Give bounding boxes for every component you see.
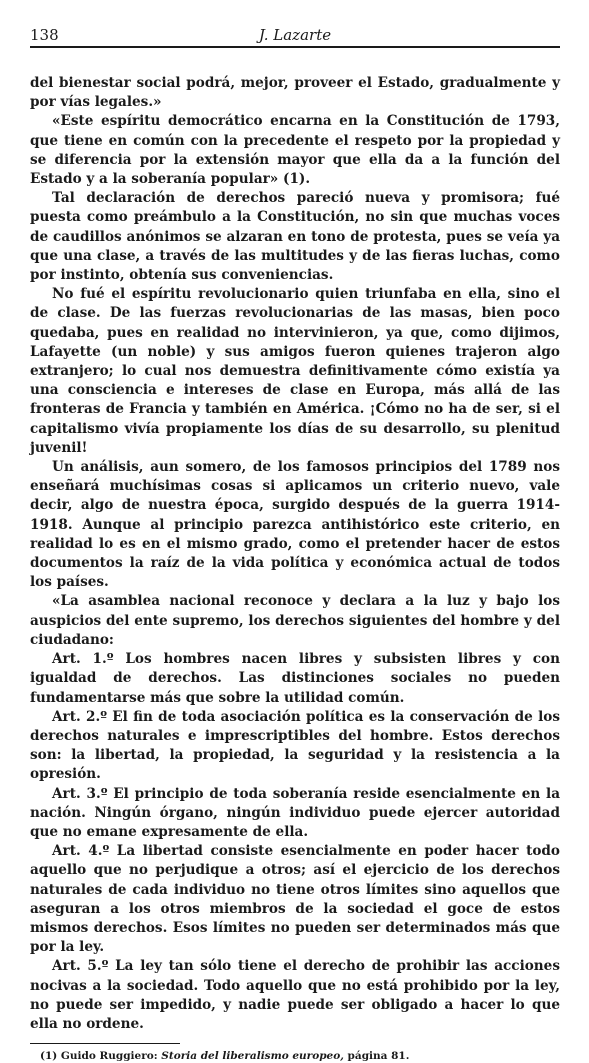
running-head: J. Lazarte: [258, 26, 332, 44]
footnote: [30, 1049, 560, 1063]
paragraph: «Este espíritu democrático encarna en la Constitución de 1793, que tiene en común con la precedente el respeto por la propiedad y se diferencia por la extensión mayor que ella da a la función del Estado y a la soberanía popular» (1).: [30, 113, 560, 188]
paragraph: Un análisis, aun somero, de los famosos principios del 1789 nos enseñará muchísimas cosas si aplicamos un criterio nuevo, vale decir, algo de nuestra época, surgido después de la guerra 1914-1918. Aunque al principio parezca antihistórico este criterio, en realidad lo es en el mismo grado, como el pretender hacer de estos documentos la raíz de la vida política y económica actual de todos los países.: [30, 459, 560, 591]
article-paragraph: Art. 3.º El principio de toda soberanía reside esencialmente en la nación. Ningún órgano, ningún individuo puede ejercer autoridad que no emane expresamente de ella.: [30, 785, 560, 840]
page-header: [30, 20, 560, 48]
footnote-page: página 81.: [347, 1050, 410, 1063]
footnote-marker: (1): [40, 1050, 58, 1063]
paragraph: No fué el espíritu revolucionario quien triunfaba en ella, sino el de clase. De las fuerzas revolucionarias de las masas, bien poco quedaba, pues en realidad no intervinieron, ya que, como dijimos, Lafayette (un noble) y sus amigos fueron quienes trajeron algo extranjero; lo cual nos demuestra definitivamente cómo existía ya una consciencia e intereses de clase en Europa, más allá de las fronteras de Francia y también en América. ¡Cómo no ha de ser, si el capitalismo vivía propiamente los días de su desarrollo, su plenitud juvenil!: [30, 286, 560, 456]
footnote-title: Storia del liberalismo europeo,: [161, 1050, 344, 1063]
paragraph: Tal declaración de derechos pareció nueva y promisora; fué puesta como preámbulo a la Constitución, no sin que muchas voces de caudillos anónimos se alzaran en tono de protesta, pues se veía ya que una clase, a través de las multitudes y de las fieras luchas, como por instinto, obtenía sus conveniencias.: [30, 190, 560, 284]
article-paragraph: Art. 2.º El fin de toda asociación política es la conservación de los derechos naturales e imprescriptibles del hombre. Estos derechos son: la libertad, la propiedad, la seguridad y la resistencia a la opresión.: [30, 708, 560, 783]
footnote-author: Guido Ruggiero:: [60, 1050, 158, 1063]
article-paragraph: Art. 4.º La libertad consiste esencialmente en poder hacer todo aquello que no perjudique a otros; así el ejercicio de los derechos naturales de cada individuo no tiene otros límites sino aquellos que aseguran a los otros miembros de la sociedad el goce de estos mismos derechos. Esos límites no pueden ser determinados más que por la ley.: [30, 843, 560, 956]
footnote-divider: [30, 1043, 180, 1044]
article-paragraph: Art. 5.º La ley tan sólo tiene el derecho de prohibir las acciones nocivas a la sociedad. Todo aquello que no está prohibido por la ley, no puede ser impedido, y nadie puede ser obligado a hacer lo que ella no ordene.: [30, 958, 560, 1032]
page-number: 138: [30, 26, 59, 44]
article-paragraph: Art. 1.º Los hombres nacen libres y subsisten libres y con igualdad de derechos. Las distinciones sociales no pueden fundamentarse más que sobre la utilidad común.: [30, 651, 560, 706]
paragraph: del bienestar social podrá, mejor, proveer el Estado, gradualmente y por vías legales.»: [30, 75, 560, 111]
paragraph: «La asamblea nacional reconoce y declara a la luz y bajo los auspicios del ente supremo, los derechos siguientes del hombre y del ciudadano:: [30, 593, 560, 648]
body-text: [30, 74, 560, 1034]
book-page: [30, 20, 560, 1063]
